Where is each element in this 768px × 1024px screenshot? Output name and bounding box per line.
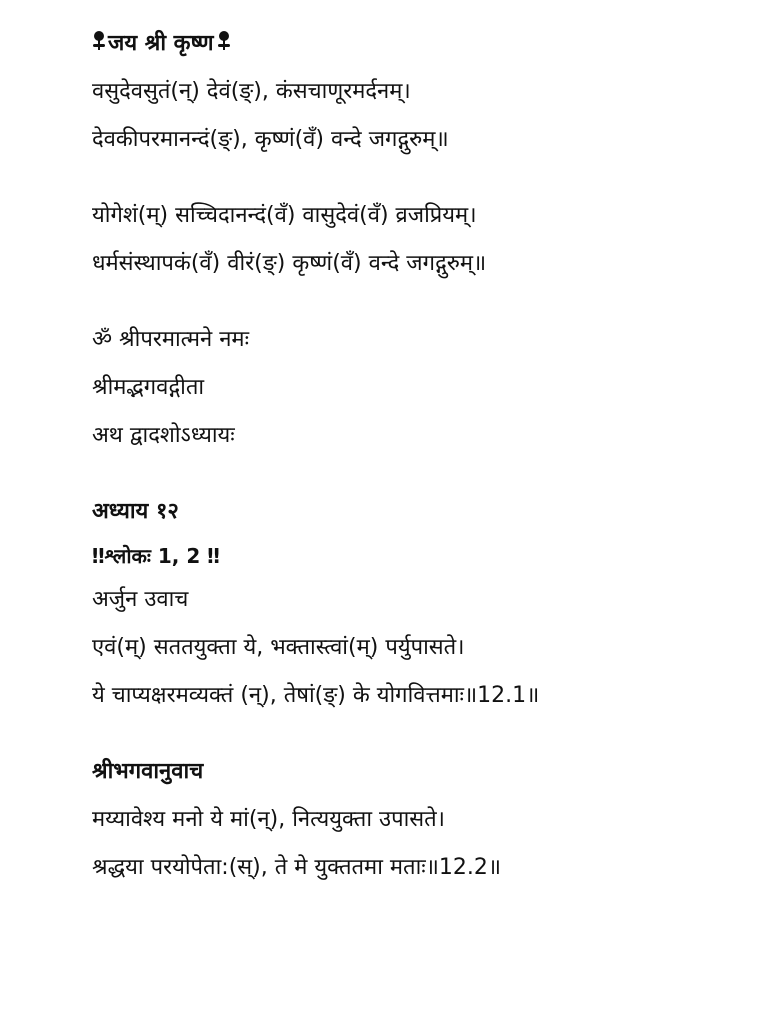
verse1-line-1: एवं(म्) सततयुक्ता ये, भक्तास्त्वां(म्) पर्युपासते।	[92, 635, 465, 660]
verse2-speaker: श्रीभगवानुवाच	[92, 759, 204, 784]
page-title	[92, 30, 752, 58]
invocation-line-2: श्रीमद्भगवद्गीता	[92, 375, 205, 400]
title-text: जय श्री कृष्ण	[108, 31, 214, 56]
verse2-line-1: मय्यावेश्य मनो ये मां(न्), नित्ययुक्ता उपासते।	[92, 807, 446, 832]
document-page	[92, 28, 752, 882]
verse1-speaker: अर्जुन उवाच	[92, 587, 189, 612]
invocation-line-3: अथ द्वादशोऽध्यायः	[92, 423, 235, 448]
flower-icon	[92, 30, 106, 52]
flower-icon	[217, 30, 231, 52]
chapter-heading: अध्याय १२	[92, 499, 179, 524]
verse2-line-2: श्रद्धया परयोपेता:(स्), ते मे युक्ततमा मताः॥12.2॥	[92, 855, 502, 880]
dhyana-line-1: वसुदेवसुतं(न्) देवं(ङ्), कंसचाणूरमर्दनम्।	[92, 79, 411, 104]
dhyana-line-2: देवकीपरमानन्दं(ङ्), कृष्णं(वँ) वन्दे जगद्गुरुम्॥	[92, 127, 449, 152]
shloka-heading: ‼श्लोकः 1, 2 ‼	[92, 544, 220, 568]
verse1-line-2: ये चाप्यक्षरमव्यक्तं (न्), तेषां(ङ्) के योगवित्तमाः॥12.1॥	[92, 683, 540, 708]
dhyana-line-4: धर्मसंस्थापकं(वँ) वीरं(ङ्) कृष्णं(वँ) वन्दे जगद्गुरुम्॥	[92, 251, 487, 276]
dhyana-line-3: योगेशं(म्) सच्चिदानन्दं(वँ) वासुदेवं(वँ) व्रजप्रियम्।	[92, 203, 477, 228]
invocation-line-1: ॐ श्रीपरमात्मने नमः	[92, 327, 250, 352]
